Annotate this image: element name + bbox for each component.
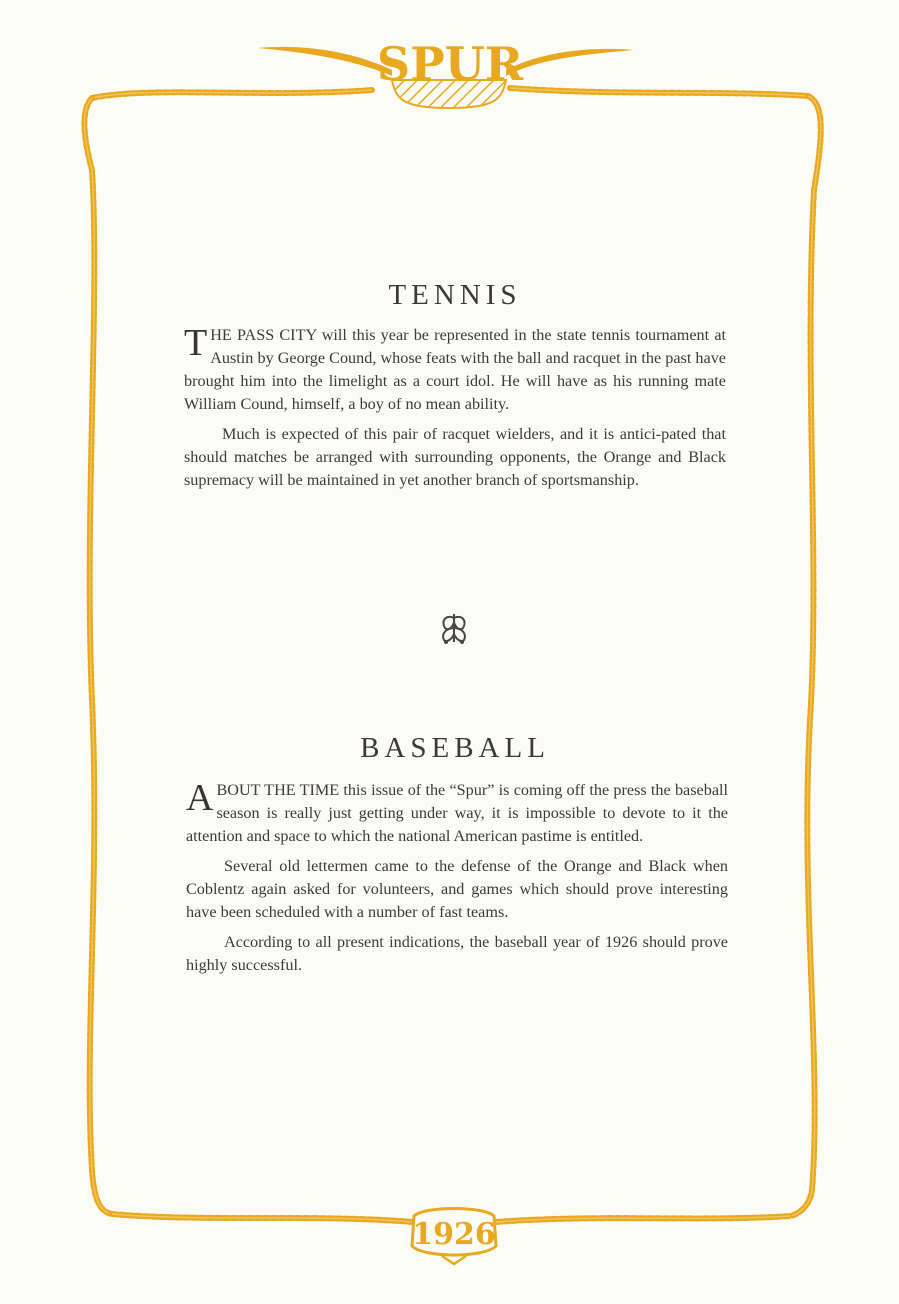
- tennis-paragraph-1-text: HE PASS CITY will this year be represented in the state tennis tournament at Austin by George Cound, whose feats with the ball and racquet in the past have brought him into the limelight as a court idol. He will have as his running mate William Cound, himself, a boy of no mean ability.: [184, 326, 726, 413]
- baseball-paragraph-2: Several old lettermen came to the defense of the Orange and Black when Coblentz again asked for volunteers, and games which should prove interesting have been scheduled with a number of fast teams.: [186, 857, 728, 921]
- year-cartouche: [404, 1200, 504, 1270]
- baseball-heading: BASEBALL: [360, 732, 550, 764]
- baseball-paragraph-1: [186, 779, 728, 848]
- masthead-title-text: SPUR: [376, 38, 524, 88]
- baseball-article: [186, 779, 728, 984]
- baseball-paragraph-3: According to all present indications, the baseball year of 1926 should prove highly successful.: [186, 933, 728, 974]
- tennis-paragraph-1: [184, 324, 726, 416]
- masthead-title: [360, 38, 540, 88]
- tennis-article: [184, 324, 726, 499]
- tennis-dropcap: T: [184, 322, 208, 364]
- floral-ornament-icon: [437, 610, 471, 646]
- baseball-dropcap: A: [186, 777, 214, 819]
- baseball-paragraph-1-text: BOUT THE TIME this issue of the “Spur” is coming off the press the baseball season is really just getting under way, it is impossible to devote to it the attention and space to which the national American pastime is entitled.: [186, 781, 728, 845]
- tennis-heading: TENNIS: [388, 279, 522, 311]
- year-text: 1926: [412, 1217, 496, 1252]
- tennis-paragraph-2: Much is expected of this pair of racquet wielders, and it is antici-pated that should matches be arranged with surrounding opponents, the Orange and Black supremacy will be maintained in yet another branch of sportsmanship.: [184, 425, 726, 489]
